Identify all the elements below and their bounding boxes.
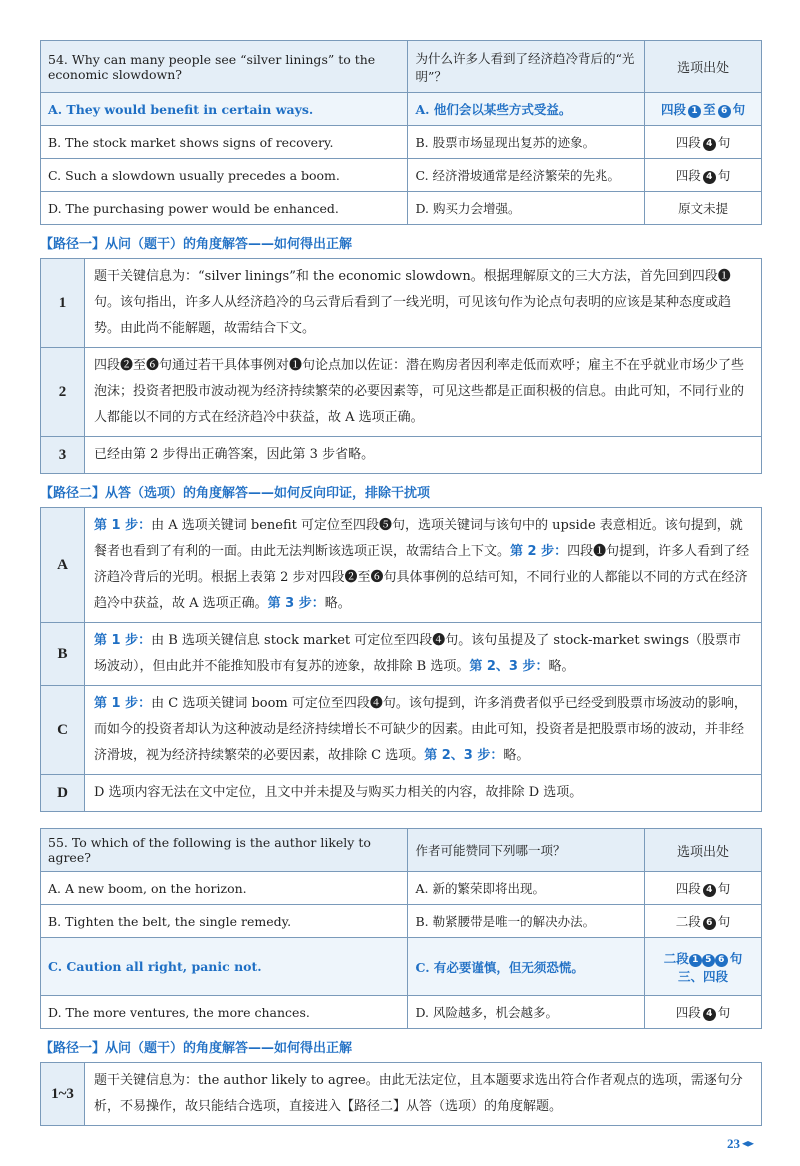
source-suffix: 句 [729,950,743,966]
option-analysis: D 选项内容无法在文中定位，且文中并未提及与购买力相关的内容，故排除 D 选项。 [85,775,762,812]
option-zh: B. 勒紧腰带是唯一的解决办法。 [408,905,645,938]
step-text: 略。 [324,596,351,611]
source-suffix: 句 [717,881,731,896]
sentence-number-icon: 4 [703,171,716,184]
option-en: C. Caution all right, panic not. [41,938,408,996]
source-suffix: 句 [717,914,731,929]
step-text: 略。 [503,748,530,763]
sentence-number-icon: 4 [703,138,716,151]
step-label: 1 [41,259,85,348]
table-header-row [41,41,762,93]
option-source [645,126,762,159]
source-para: 四段 [675,881,701,896]
option-zh: D. 风险越多，机会越多。 [408,996,645,1029]
step-marker: 第 1 步： [94,633,152,648]
source-para: 四段 [675,168,701,183]
table-row [41,996,762,1029]
question-zh: 作者可能赞同下列哪一项？ [408,829,645,872]
step-label: 3 [41,437,85,474]
question-zh: 为什么许多人看到了经济趋冷背后的“光明”？ [408,41,645,93]
source-para: 四段 [675,1005,701,1020]
step-marker: 第 1 步： [94,518,152,533]
table-row [41,126,762,159]
option-analysis [85,686,762,775]
sentence-number-icon: 4 [703,884,716,897]
step-text: 由 A 选项关键词 benefit 可定位至四段❺句，选项关键词与该句中的 upside 表意相近。该句提到，就餐者也看到了有利的一面。由此无法判断该选项正误，故需结合上下文。 [94,518,743,559]
source-para: 四段 [675,135,701,150]
sentence-number-icon: 6 [715,954,728,967]
table-row [41,192,762,225]
step-marker: 第 2、3 步： [469,659,549,674]
option-en: D. The more ventures, the more chances. [41,996,408,1029]
source-suffix: 句 [717,1005,731,1020]
option-en: A. A new boom, on the horizon. [41,872,408,905]
sentence-number-icon: 1 [689,954,702,967]
step-text: 题干关键信息为：the author likely to agree。由此无法定位，且本题要求选出符合作者观点的选项，需逐句分析，不易操作，故只能结合选项，直接进入【路径二】从答（选项）的角度解题。 [85,1063,762,1126]
option-zh: C. 有必要谨慎，但无须恐慌。 [408,938,645,996]
route-one-title-q55: 【路径一】从问（题干）的角度解答——如何得出正解 [40,1041,353,1056]
step-marker: 第 2 步： [510,544,568,559]
option-analysis-row [41,623,762,686]
step-marker: 第 3 步： [267,596,325,611]
option-source: 原文未提 [645,192,762,225]
sentence-number-icon: 5 [702,954,715,967]
step-text: 由 C 选项关键词 boom 可定位至四段❹句。该句提到，许多消费者似乎已经受到股票市场波动的影响，而如今的投资者却认为这种波动是经济持续增长不可缺少的因素。由此可知，投资者是把股票市场的波动，并非经济滑坡，视为经济持续繁荣的必要因素，故排除 C 选项。 [94,696,747,763]
option-source [645,905,762,938]
sentence-number-icon: 6 [703,917,716,930]
table-row [41,159,762,192]
step-text: 已经由第 2 步得出正确答案，因此第 3 步省略。 [85,437,762,474]
table-header-row [41,829,762,872]
step-marker: 第 1 步： [94,696,152,711]
option-en: A. They would benefit in certain ways. [41,93,408,126]
route-one-title: 【路径一】从问（题干）的角度解答——如何得出正解 [40,237,353,252]
page-content [40,40,762,1126]
option-zh: D. 购买力会增强。 [408,192,645,225]
page-number-text: 23 [727,1136,740,1151]
step-text: 由 B 选项关键信息 stock market 可定位至四段❹句。该句虽提及了 stock-market swings（股票市场波动），但由此并不能推知股市有复苏的迹象，故排除 B 选项。 [94,633,742,674]
source-line-1 [652,949,754,967]
table-row-correct [41,938,762,996]
page-number [727,1136,754,1152]
step-row [41,259,762,348]
sentence-number-icon: 4 [703,1008,716,1021]
source-suffix: 句 [717,135,731,150]
option-source [645,996,762,1029]
source-para: 二段 [663,950,689,966]
source-line-2: 三、四段 [678,968,729,984]
option-source [645,93,762,126]
option-label: A [41,508,85,623]
step-row [41,348,762,437]
question-en: 55. To which of the following is the author likely to agree? [41,829,408,872]
option-label: D [41,775,85,812]
step-marker: 第 2、3 步： [424,748,504,763]
question-54-table [40,40,762,225]
option-source [645,159,762,192]
table-row-correct [41,93,762,126]
question-55-table [40,828,762,1029]
step-row [41,1063,762,1126]
option-en: B. The stock market shows signs of recovery. [41,126,408,159]
option-analysis [85,623,762,686]
step-label: 1~3 [41,1063,85,1126]
option-label: C [41,686,85,775]
step-text: 四段❷至❻句通过若干具体事例对❶句论点加以佐证：潜在购房者因利率走低而欢呼；雇主不在乎就业市场少了些泡沫；投资者把股市波动视为经济持续繁荣的必要因素等，可见这些都是正面积极的信息。由此可知，不同行业的人都能以不同的方式在经济趋冷中获益，故 A 选项正确。 [85,348,762,437]
source-suffix: 句 [732,102,746,117]
graduation-cap-icon [742,1141,754,1148]
option-analysis [85,508,762,623]
step-text: 略。 [548,659,575,674]
route-one-steps-q55 [40,1062,762,1126]
route-two-steps [40,507,762,812]
source-header: 选项出处 [645,829,762,872]
source-header: 选项出处 [645,41,762,93]
option-en: B. Tighten the belt, the single remedy. [41,905,408,938]
step-text: 四段❶句提到，许多人看到了经济趋冷背后的光明。根据上表第 2 步对四段❷至❻句具体事例的总结可知，不同行业的人都能以不同的方式在经济趋冷中获益，故 A 选项正确。 [94,544,750,611]
sentence-number-icon: 1 [688,105,701,118]
table-row [41,872,762,905]
route-one-steps [40,258,762,474]
route-two-title: 【路径二】从答（选项）的角度解答——如何反向印证，排除干扰项 [40,486,431,501]
source-suffix: 句 [717,168,731,183]
option-analysis-row [41,508,762,623]
option-en: D. The purchasing power would be enhanced. [41,192,408,225]
step-label: 2 [41,348,85,437]
source-range: 至 [703,102,716,117]
option-zh: C. 经济滑坡通常是经济繁荣的先兆。 [408,159,645,192]
table-row [41,905,762,938]
option-en: C. Such a slowdown usually precedes a boom. [41,159,408,192]
option-analysis-row [41,775,762,812]
option-source [645,938,762,996]
option-zh: B. 股票市场显现出复苏的迹象。 [408,126,645,159]
question-en: 54. Why can many people see “silver linings” to the economic slowdown? [41,41,408,93]
step-row [41,437,762,474]
sentence-number-icon: 6 [718,105,731,118]
source-para: 二段 [675,914,701,929]
option-source [645,872,762,905]
option-zh: A. 他们会以某些方式受益。 [408,93,645,126]
option-zh: A. 新的繁荣即将出现。 [408,872,645,905]
option-label: B [41,623,85,686]
step-text: 题干关键信息为：“silver linings”和 the economic slowdown。根据理解原文的三大方法，首先回到四段❶句。该句指出，许多人从经济趋冷的乌云背后看到了一线光明，可见该句作为论点句表明的应该是某种态度或趋势。由此尚不能解题，故需结合下文。 [85,259,762,348]
source-para: 四段 [661,102,687,117]
option-analysis-row [41,686,762,775]
